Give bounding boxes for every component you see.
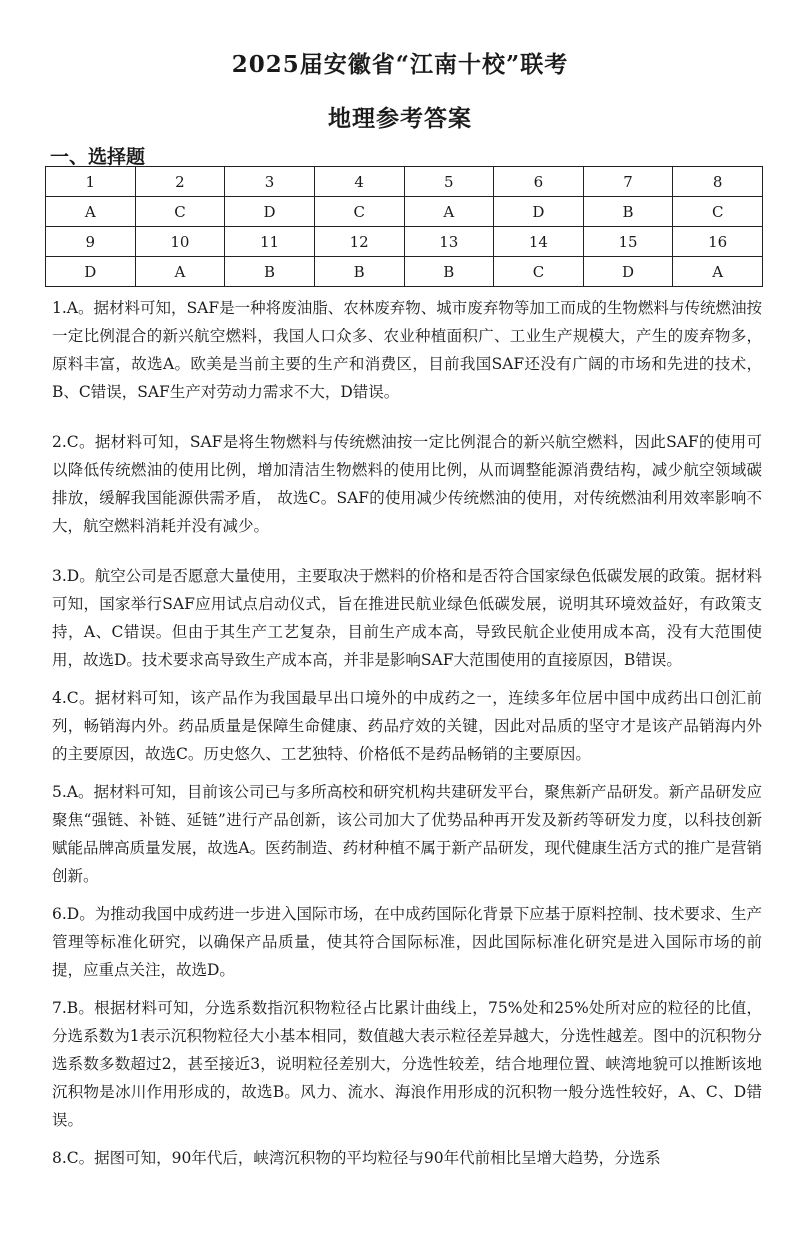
table-cell: A (673, 257, 763, 287)
table-cell: C (314, 197, 404, 227)
table-cell: A (46, 197, 136, 227)
table-cell: 2 (135, 167, 225, 197)
table-cell: 16 (673, 227, 763, 257)
table-cell: 12 (314, 227, 404, 257)
table-cell: C (494, 257, 584, 287)
table-cell: B (404, 257, 494, 287)
table-row (46, 167, 763, 197)
table-cell: 10 (135, 227, 225, 257)
table-cell: 9 (46, 227, 136, 257)
table-cell: A (135, 257, 225, 287)
table-cell: 3 (225, 167, 315, 197)
table-cell: 8 (673, 167, 763, 197)
table-cell: D (225, 197, 315, 227)
explanation-paragraph: 4.C。据材料可知，该产品作为我国最早出口境外的中成药之一，连续多年位居中国中成药出口创汇前列，畅销海内外。药品质量是保障生命健康、药品疗效的关键，因此对品质的坚守才是该产品销海内外的主要原因，故选C。历史悠久、工艺独特、价格低不是药品畅销的主要原因。 (52, 689, 762, 763)
table-cell: A (404, 197, 494, 227)
page-title: 2025届安徽省“江南十校”联考 (231, 51, 569, 78)
explanation-paragraph: 2.C。据材料可知，SAF是将生物燃料与传统燃油按一定比例混合的新兴航空燃料，因此SAF的使用可以降低传统燃油的使用比例，增加清洁生物燃料的使用比例，从而调整能源消费结构，减少航空领域碳排放，缓解我国能源供需矛盾， 故选C。SAF的使用减少传统燃油的使用，对传统燃油利用效率影响不大，航空燃料消耗并没有减少。 (52, 433, 762, 535)
table-cell: 4 (314, 167, 404, 197)
table-cell: 6 (494, 167, 584, 197)
explanation-paragraph: 8.C。据图可知，90年代后，峡湾沉积物的平均粒径与90年代前相比呈增大趋势，分选系 (52, 1149, 661, 1167)
table-cell: B (225, 257, 315, 287)
table-cell: B (583, 197, 673, 227)
table-cell: C (135, 197, 225, 227)
explanation-paragraph: 3.D。航空公司是否愿意大量使用，主要取决于燃料的价格和是否符合国家绿色低碳发展的政策。据材料可知，国家举行SAF应用试点启动仪式，旨在推进民航业绿色低碳发展，说明其环境效益好，有政策支持，A、C错误。但由于其生产工艺复杂，目前生产成本高，导致民航企业使用成本高，没有大范围使用，故选D。技术要求高导致生产成本高，并非是影响SAF大范围使用的直接原因，B错误。 (52, 567, 762, 669)
table-cell: 5 (404, 167, 494, 197)
section-heading: 一、选择题 (50, 146, 146, 168)
table-cell: 11 (225, 227, 315, 257)
explanation-paragraph: 5.A。据材料可知，目前该公司已与多所高校和研究机构共建研发平台，聚焦新产品研发。新产品研发应聚焦“强链、补链、延链”进行产品创新，该公司加大了优势品种再开发及新药等研发力度，以科技创新赋能品牌高质量发展，故选A。医药制造、药材种植不属于新产品研发，现代健康生活方式的推广是营销创新。 (52, 783, 762, 885)
page-subtitle: 地理参考答案 (328, 105, 472, 132)
table-cell: D (583, 257, 673, 287)
table-cell: D (46, 257, 136, 287)
table-cell: 13 (404, 227, 494, 257)
table-cell: C (673, 197, 763, 227)
answer-table (45, 166, 763, 287)
table-row (46, 197, 763, 227)
table-cell: 1 (46, 167, 136, 197)
table-cell: 7 (583, 167, 673, 197)
explanation-paragraph: 1.A。据材料可知，SAF是一种将废油脂、农林废弃物、城市废弃物等加工而成的生物燃料与传统燃油按一定比例混合的新兴航空燃料，我国人口众多、农业种植面积广、工业生产规模大，产生的废弃物多，原料丰富，故选A。欧美是当前主要的生产和消费区，目前我国SAF还没有广阔的市场和先进的技术，B、C错误，SAF生产对劳动力需求不大，D错误。 (52, 299, 762, 401)
table-cell: 14 (494, 227, 584, 257)
table-cell: 15 (583, 227, 673, 257)
table-row (46, 257, 763, 287)
table-cell: D (494, 197, 584, 227)
explanation-paragraph: 6.D。为推动我国中成药进一步进入国际市场，在中成药国际化背景下应基于原料控制、技术要求、生产管理等标准化研究，以确保产品质量，使其符合国际标准，因此国际标准化研究是进入国际市场的前提，应重点关注，故选D。 (52, 905, 762, 979)
table-cell: B (314, 257, 404, 287)
table-row (46, 227, 763, 257)
explanation-paragraph: 7.B。根据材料可知，分选系数指沉积物粒径占比累计曲线上，75%处和25%处所对应的粒径的比值，分选系数为1表示沉积物粒径大小基本相同，数值越大表示粒径差异越大，分选性越差。图中的沉积物分选系数多数超过2，甚至接近3，说明粒径差别大，分选性较差，结合地理位置、峡湾地貌可以推断该地沉积物是冰川作用形成的，故选B。风力、流水、海浪作用形成的沉积物一般分选性较好，A、C、D错误。 (52, 999, 762, 1129)
explanation-list (52, 294, 762, 1172)
